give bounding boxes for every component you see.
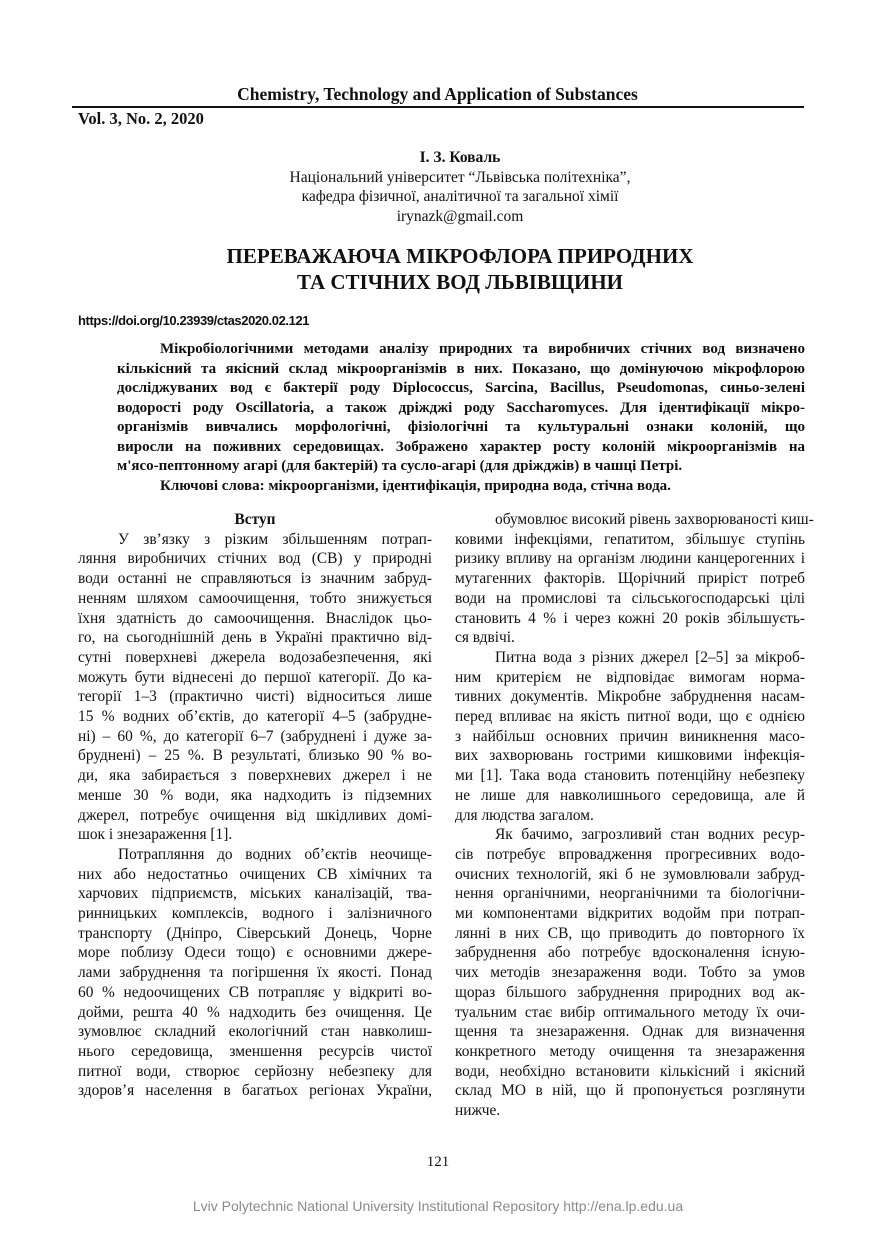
section-heading: Вступ [234, 511, 276, 528]
text-line: 60 % недоочищених СВ потрапляє у відкриті во- [78, 983, 432, 1001]
text-line: виросли на поживних середовищах. Зображено характер росту колоній мікроорганізмів на [117, 438, 805, 455]
volume-info: Vol. 3, No. 2, 2020 [78, 109, 204, 128]
text-line: склад МО в ній, що й пропонується розглянути [455, 1082, 805, 1100]
text-line: ним критерієм не відповідає вимогам норма- [455, 668, 805, 686]
text-line: Питна вода з різних джерел [2–5] за мікроб- [495, 648, 805, 666]
text-line: них або недостатньо очищених СВ хімічних та [78, 865, 432, 883]
text-line: сутні поверхневі джерела водозабезпечення, які [78, 648, 432, 666]
text-line: чих методів знезараження води. Тобто за умов [455, 964, 805, 982]
text-line: Потрапляння до водних об’єктів неочище- [118, 845, 432, 863]
doi-link[interactable]: https://doi.org/10.23939/ctas2020.02.121 [78, 313, 310, 328]
right-column [455, 510, 814, 1121]
text-line: Як бачимо, загрозливий стан водних ресур- [495, 826, 805, 844]
text-line: кількісний та якісний склад мікроорганізмів в них. Показано, що домінуючою мікрофлорою [117, 360, 805, 377]
text-line: тегорії 1–3 (практично чисті) відноситься лише [78, 688, 432, 706]
text-line: харчових підприємств, міських каналізацій, тва- [78, 885, 432, 903]
repository-footer: Lviv Polytechnic National University Institutional Repository http://ena.lp.edu.ua [192, 1198, 684, 1214]
text-line: забруднення або потребує вдосконалення існую- [455, 944, 805, 962]
text-line: бруднені) – 25 %. В результаті, близько 90 % во- [78, 747, 432, 765]
text-line: го, на сьогоднішній день в Україні практично від- [78, 629, 432, 647]
author-affiliation: Національний університет “Львівська політехніка”, [289, 168, 631, 186]
text-line: нення органічними, неорганічними та біологічни- [455, 885, 805, 903]
text-line: туальним стає вибір оптимального методу їх очи- [455, 1003, 805, 1021]
title-line: ПЕРЕВАЖАЮЧА МІКРОФЛОРА ПРИРОДНИХ [226, 244, 694, 268]
text-line: для людства загалом. [455, 806, 594, 824]
text-line: конкретного методу очищення та знезараження [455, 1042, 805, 1060]
text-line: досліджуваних вод є бактерії роду Diplococcus, Sarcina, Bacillus, Pseudomonas, синьо-зелені [117, 380, 805, 396]
title-line: ТА СТІЧНИХ ВОД ЛЬВІВЩИНИ [297, 270, 623, 294]
text-line: зумовлює складний екологічний стан навколиш- [78, 1023, 432, 1041]
text-line: нього середовища, зменшення ресурсів чистої [78, 1042, 432, 1060]
text-line: з найбільш основних причин виникнення масо- [455, 727, 805, 745]
author-email: irynazk@gmail.com [396, 208, 524, 226]
author-block [200, 148, 720, 227]
text-line: води, необхідно встановити кількісний і якісний [455, 1062, 805, 1080]
page-number: 121 [426, 1154, 450, 1170]
text-line: Мікробіологічними методами аналізу природних та виробничих стічних вод визначено [160, 341, 805, 357]
text-line: ковими інфекціями, гепатитом, збільшує ступінь [455, 530, 805, 548]
left-column [78, 510, 432, 1101]
text-line: вих захворювань гострими кишковими інфекція- [455, 747, 805, 765]
text-line: питної води, створює серйозну небезпеку для [78, 1062, 432, 1080]
text-line: 15 % водних об’єктів, до категорії 4–5 (забрудне- [78, 708, 432, 726]
text-line: їхня здатність до самоочищення. Внаслідок цьо- [78, 609, 432, 627]
text-line: ляння виробничих стічних вод (СВ) у природні [78, 550, 432, 568]
author-name: І. З. Коваль [419, 149, 501, 166]
text-line: води останні не справляються із значним забруд- [78, 570, 432, 588]
text-line: води на промислові та сільськогосподарські цілі [455, 589, 805, 607]
text-line: організмів вивчались морфологічні, фізіологічні та культуральні ознаки колоній, що [117, 419, 805, 435]
text-line: щораз більшого забруднення природних вод ак- [455, 983, 805, 1001]
text-line: Ключові слова: мікроорганізми, ідентифікація, природна вода, стічна вода. [160, 477, 671, 494]
author-department: кафедра фізичної, аналітичної та загальної хімії [301, 188, 619, 206]
text-line: У зв’язку з різким збільшенням потрап- [118, 530, 432, 548]
text-line: шок і знезараження [1]. [78, 826, 233, 844]
text-line: очисних технологій, які б не зумовлювали забруд- [455, 865, 805, 883]
paper-title [150, 243, 770, 295]
text-line: море поблизу Одеси тощо) є основними джере- [78, 944, 432, 962]
text-line: джерел, потребує очищення від шкідливих домі- [78, 806, 432, 824]
journal-title: Chemistry, Technology and Application of Substances [237, 84, 638, 104]
text-line: лянні в них СВ, що приводить до повторного їх [455, 924, 805, 942]
text-line: сів потребує впровадження прогресивних водо- [455, 845, 805, 863]
text-line: ди, яка забирається з поверхневих джерел і не [78, 767, 432, 785]
text-line: ненням шляхом самоочищення, тобто знижується [78, 589, 432, 607]
header-rule [72, 106, 804, 108]
text-line: обумовлює високий рівень захворюваності киш- [495, 511, 814, 528]
text-line: транспорту (Дніпро, Сіверський Донець, Чорне [78, 924, 432, 942]
text-line: можуть бути віднесені до першої категорії. До ка- [78, 668, 432, 686]
text-line: становить 4 % і через кожні 20 років збільшуєть- [455, 609, 805, 627]
text-line: щення та знезараження. Однак для визначення [455, 1023, 805, 1041]
text-line: дойми, решта 40 % надходить без очищення. Це [78, 1003, 432, 1021]
text-line: ми [1]. Така вода становить потенційну небезпеку [455, 767, 805, 785]
abstract [117, 340, 805, 496]
text-line: менше 30 % води, яка надходить із підземних [78, 786, 432, 804]
text-line: не лише для навколишнього середовища, але й [455, 786, 805, 804]
text-line: перед впливає на якість питної води, що є однією [455, 708, 805, 726]
text-line: ринницьких комплексів, водного і залізничного [78, 905, 432, 923]
text-line: тивних документів. Мікробне забруднення насам- [455, 688, 805, 706]
text-line: ні) – 60 %, до категорії 6–7 (забруднені і дуже за- [78, 727, 432, 745]
text-line: ризику впливу на організм людини канцерогенних і [455, 550, 805, 568]
text-line: лами забруднення та погіршення їх якості. Понад [78, 964, 432, 982]
text-line: м'ясо-пептонному агарі (для бактерій) та сусло-агарі (для дріжджів) в чашці Петрі. [117, 458, 683, 474]
text-line: ся вдвічі. [455, 629, 515, 647]
text-line: ми компонентами відкритих водойм при потрап- [455, 905, 805, 923]
text-line: мутагенних факторів. Щорічний приріст потреб [455, 570, 805, 588]
text-line: водорості роду Oscillatoria, а також дріжджі роду Saccharomyces. Для ідентифікації мікро- [117, 399, 805, 416]
text-line: здоров’я населення в багатьох регіонах України, [78, 1082, 432, 1100]
text-line: нижче. [455, 1102, 501, 1120]
